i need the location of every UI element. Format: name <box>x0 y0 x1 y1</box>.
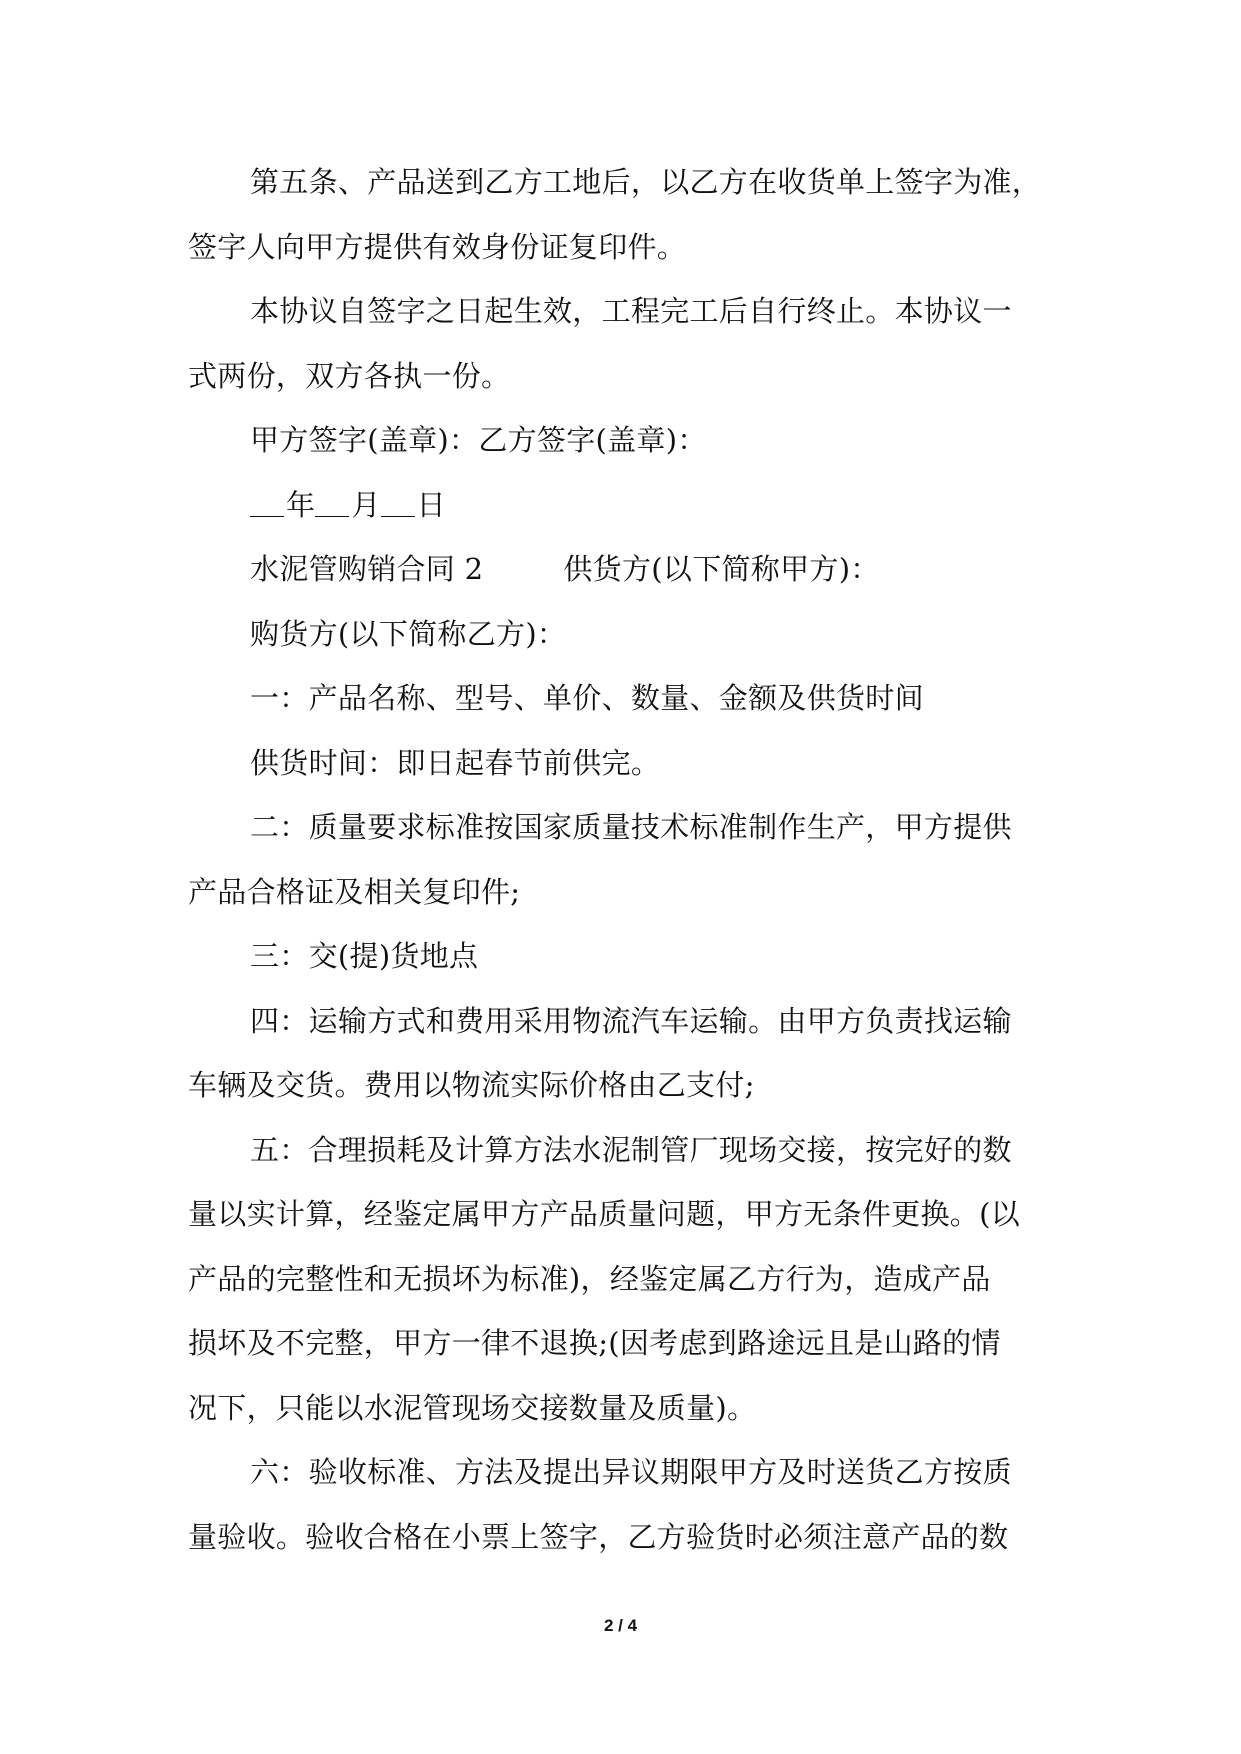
year-blank <box>250 486 284 517</box>
clause-line: 三：交(提)货地点 <box>250 939 479 973</box>
date-line <box>188 473 1054 538</box>
paragraph-line: 量验收。验收合格在小票上签字，乙方验货时必须注意产品的数 <box>188 1519 1009 1554</box>
page-number: 2 / 4 <box>603 1616 638 1635</box>
clause-line: 四：运输方式和费用采用物流汽车运输。由甲方负责找运输 <box>250 1003 1012 1038</box>
clause-line: 五：合理损耗及计算方法水泥制管厂现场交接，按完好的数 <box>250 1132 1012 1167</box>
month-blank <box>315 486 349 517</box>
paragraph-line: 式两份，双方各执一份。 <box>188 358 511 393</box>
paragraph-line: 量以实计算，经鉴定属甲方产品质量问题，甲方无条件更换。(以 <box>188 1197 1021 1231</box>
day-label: 日 <box>416 487 446 522</box>
document-body <box>188 150 1054 1569</box>
paragraph-line: 产品合格证及相关复印件; <box>188 874 521 909</box>
supplier-label: 供货方(以下简称甲方)： <box>563 552 880 586</box>
paragraph-line: 本协议自签字之日起生效，工程完工后自行终止。本协议一 <box>250 294 1012 328</box>
day-blank <box>381 486 415 517</box>
month-label: 月 <box>351 487 381 522</box>
paragraph-line: 签字人向甲方提供有效身份证复印件。 <box>188 229 687 264</box>
paragraph-line: 供货时间：即日起春节前供完。 <box>250 745 661 780</box>
paragraph-line: 况下，只能以水泥管现场交接数量及质量)。 <box>188 1390 757 1425</box>
paragraph-line: 车辆及交货。费用以物流实际价格由乙支付; <box>188 1068 755 1102</box>
year-label: 年 <box>286 487 316 522</box>
paragraph-line: 损坏及不完整，甲方一律不退换;(因考虑到路途远且是山路的情 <box>188 1326 1001 1360</box>
paragraph-line: 购货方(以下简称乙方)： <box>250 616 567 651</box>
paragraph-line: 第五条、产品送到乙方工地后，以乙方在收货单上签字为准， <box>250 165 1042 199</box>
paragraph-line: 产品的完整性和无损坏为标准)，经鉴定属乙方行为，造成产品 <box>188 1261 991 1296</box>
clause-line: 一：产品名称、型号、单价、数量、金额及供货时间 <box>250 681 924 715</box>
signature-line: 甲方签字(盖章)：乙方签字(盖章)： <box>250 423 707 457</box>
clause-line: 二：质量要求标准按国家质量技术标准制作生产，甲方提供 <box>250 810 1012 844</box>
clause-line: 六：验收标准、方法及提出异议期限甲方及时送货乙方按质 <box>250 1455 1012 1489</box>
contract-heading-line <box>188 537 1054 602</box>
contract-title: 水泥管购销合同 2 <box>250 552 484 586</box>
